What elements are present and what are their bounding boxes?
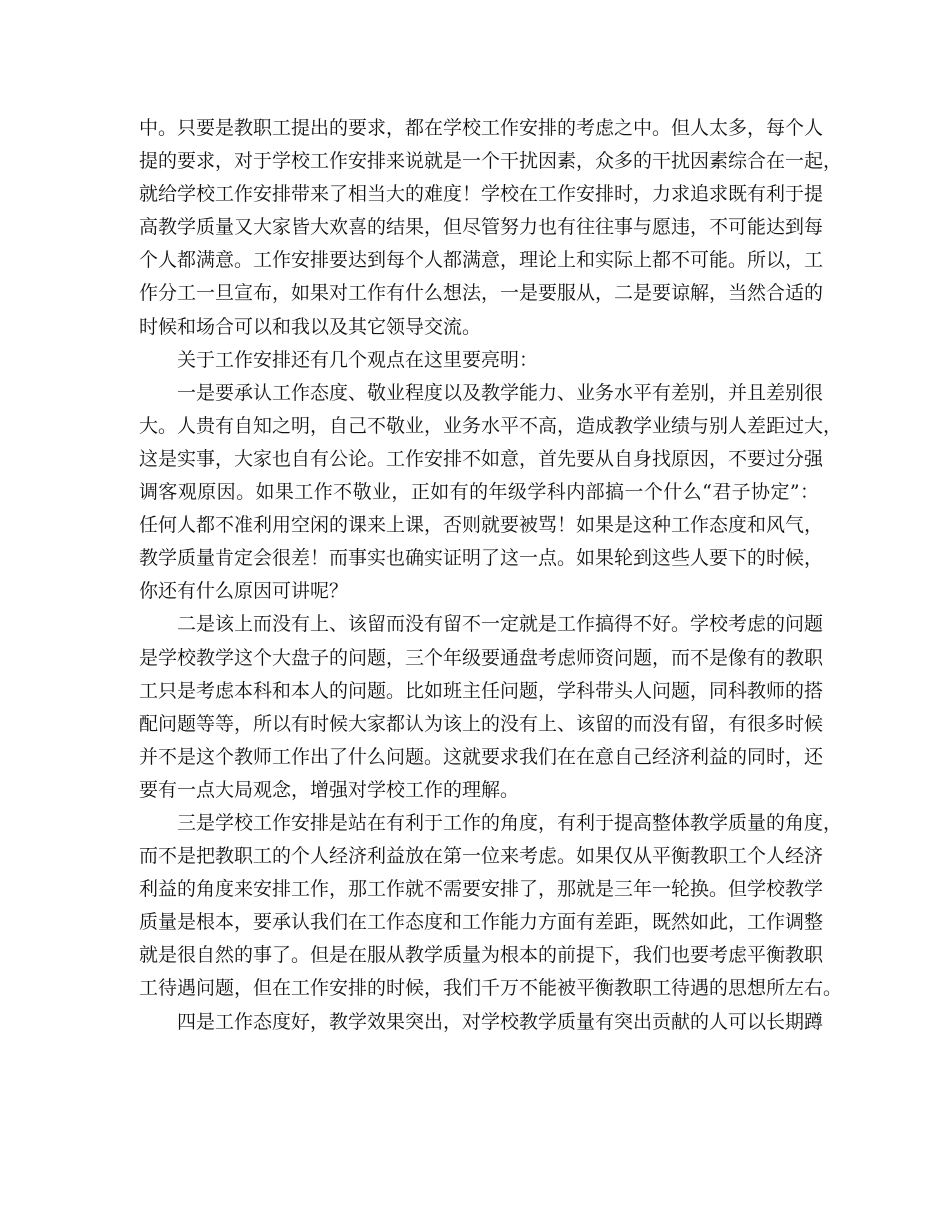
text-line-24: 利益的角度来安排工作，那工作就不需要安排了，那就是三年一轮换。但学校教学 <box>139 878 824 901</box>
text-line-9: 一是要承认工作态度、敬业程度以及教学能力、业务水平有差别，并且差别很 <box>177 381 824 404</box>
text-line-21: 要有一点大局观念，增强对学校工作的理解。 <box>139 778 520 801</box>
text-line-17: 是学校教学这个大盘子的问题，三个年级要通盘考虑师资问题，而不是像有的教职 <box>139 646 824 669</box>
text-line-23: 而不是把教职工的个人经济利益放在第一位来考虑。如果仅从平衡教职工个人经济 <box>139 845 824 868</box>
text-line-15: 你还有什么原因可讲呢？ <box>139 580 349 603</box>
text-line-10: 大。人贵有自知之明，自己不敬业，业务水平不高，造成教学业绩与别人差距过大， <box>139 414 843 437</box>
text-line-22: 三是学校工作安排是站在有利于工作的角度，有利于提高整体教学质量的角度， <box>177 811 843 834</box>
text-line-18: 工只是考虑本科和本人的问题。比如班主任问题，学科带头人问题，同科教师的搭 <box>139 679 824 702</box>
text-line-6: 作分工一旦宣布，如果对工作有什么想法，一是要服从，二是要谅解，当然合适的 <box>139 282 824 305</box>
text-line-13: 任何人都不准利用空闲的课来上课，否则就要被骂！如果是这种工作态度和风气， <box>139 514 824 537</box>
text-line-28: 四是工作态度好，教学效果突出，对学校教学质量有突出贡献的人可以长期蹲 <box>177 1010 824 1033</box>
text-line-3: 就给学校工作安排带来了相当大的难度！学校在工作安排时，力求追求既有利于提 <box>139 183 824 206</box>
text-line-8: 关于工作安排还有几个观点在这里要亮明： <box>177 348 539 371</box>
text-line-1: 中。只要是教职工提出的要求，都在学校工作安排的考虑之中。但人太多，每个人 <box>139 117 824 139</box>
text-line-19: 配问题等等，所以有时候大家都认为该上的没有上、该留的而没有留，有很多时候 <box>139 712 824 735</box>
text-line-5: 个人都满意。工作安排要达到每个人都满意，理论上和实际上都不可能。所以，工 <box>139 249 824 272</box>
text-line-11: 这是实事，大家也自有公论。工作安排不如意，首先要从自身找原因，不要过分强 <box>139 447 824 470</box>
document-body <box>139 112 843 1039</box>
text-line-12: 调客观原因。如果工作不敬业，正如有的年级学科内部搞一个什么“君子协定”： <box>139 481 819 504</box>
text-line-16: 二是该上而没有上、该留而没有留不一定就是工作搞得不好。学校考虑的问题 <box>177 613 824 636</box>
text-line-2: 提的要求，对于学校工作安排来说就是一个干扰因素，众多的干扰因素综合在一起， <box>139 150 843 173</box>
text-line-4: 高教学质量又大家皆大欢喜的结果，但尽管努力也有往往事与愿违，不可能达到每 <box>139 216 824 239</box>
text-line-27: 工待遇问题，但在工作安排的时候，我们千万不能被平衡教职工待遇的思想所左右。 <box>139 977 843 1000</box>
text-line-25: 质量是根本，要承认我们在工作态度和工作能力方面有差距，既然如此，工作调整 <box>139 911 824 934</box>
text-line-14: 教学质量肯定会很差！而事实也确实证明了这一点。如果轮到这些人要下的时候， <box>139 547 824 570</box>
text-line-20: 并不是这个教师工作出了什么问题。这就要求我们在在意自己经济利益的同时，还 <box>139 745 824 768</box>
text-line-7: 时候和场合可以和我以及其它领导交流。 <box>139 315 482 338</box>
text-line-26: 就是很自然的事了。但是在服从教学质量为根本的前提下，我们也要考虑平衡教职 <box>139 944 824 967</box>
